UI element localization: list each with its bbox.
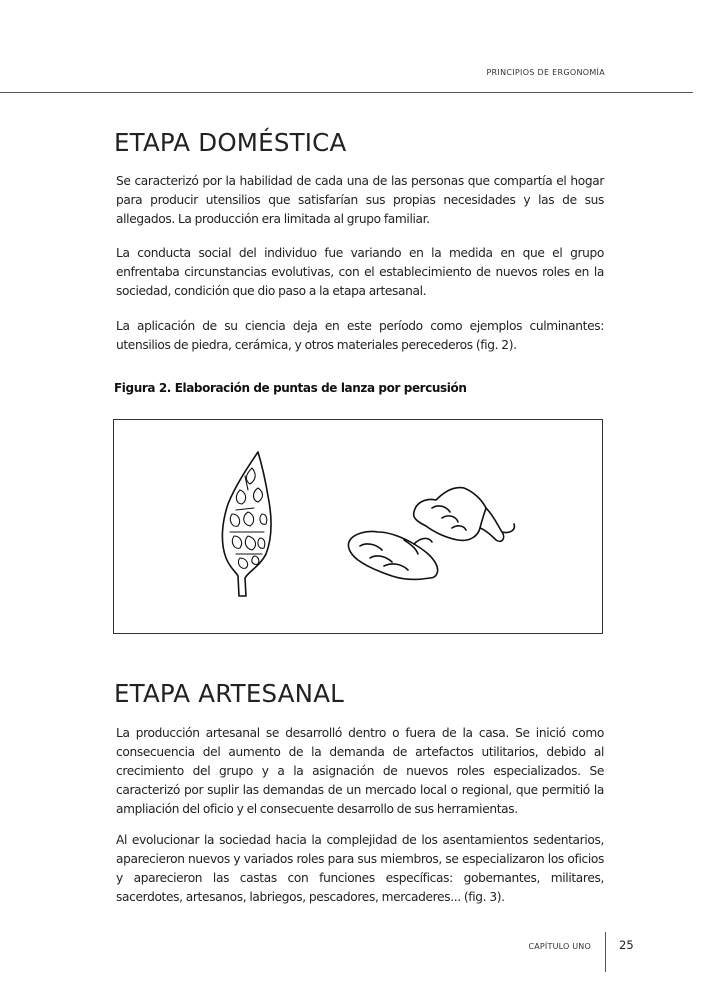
section-title-domestica: ETAPA DOMÉSTICA xyxy=(114,128,347,157)
spearhead-illustration xyxy=(114,420,602,633)
paragraph: Se caracterizó por la habilidad de cada una de las personas que compartía el hogar para producir utensilios que satisfarían sus propias necesidades y las de sus allegados. La producción era limitada al grupo familiar. xyxy=(116,174,604,226)
figure-caption: Figura 2. Elaboración de puntas de lanza por percusión xyxy=(114,381,467,395)
header-rule xyxy=(0,92,693,93)
running-header: PRINCIPIOS DE ERGONOMÍA xyxy=(486,68,605,77)
footer-divider xyxy=(605,932,606,972)
upper-hand-drawing xyxy=(414,488,504,542)
page-number: 25 xyxy=(619,938,634,952)
chapter-label: CAPÍTULO UNO xyxy=(528,942,591,951)
paragraph: La aplicación de su ciencia deja en este período como ejemplos culminantes: utensilios de piedra, cerámica, y otros materiales perecederos (fig. 2). xyxy=(116,319,604,352)
flake-scars xyxy=(230,468,267,568)
section-title-artesanal: ETAPA ARTESANAL xyxy=(114,679,345,708)
paragraph: La producción artesanal se desarrolló dentro o fuera de la casa. Se inició como consecuencia del aumento de la demanda de artefactos utilitarios, debido al crecimiento del grupo y a la asignación de nuevos roles especializados. Se caracterizó por suplir las demandas de un mercado local o regional, que permitió la ampliación del oficio y el consecuente desarrollo de sus herramientas. xyxy=(116,726,604,816)
figure-frame xyxy=(113,419,603,634)
paragraph: La conducta social del individuo fue variando en la medida en que el grupo enfrentaba circunstancias evolutivas, con el establecimiento de nuevos roles en la sociedad, condición que dio paso a la etapa artesanal. xyxy=(116,246,604,298)
paragraph: Al evolucionar la sociedad hacia la complejidad de los asentamientos sedentarios, aparecieron nuevos y variados roles para sus miembros, se especializaron los oficios y aparecieron las castas con funciones específicas: gobernantes, militares, sacerdotes, artesanos, labriegos, pescadores, mercaderes... (fig. 3). xyxy=(116,833,604,904)
